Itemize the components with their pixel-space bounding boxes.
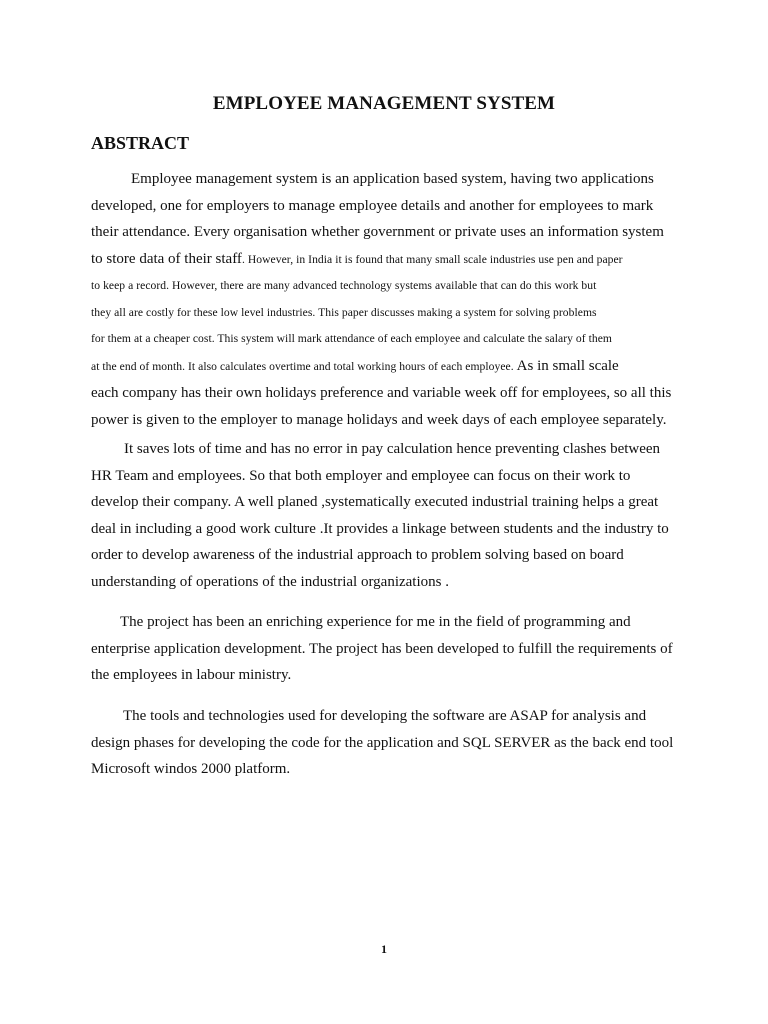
- paragraph-text-segment: As in small scale: [516, 357, 619, 374]
- abstract-paragraph-1: [91, 166, 679, 433]
- paragraph-line: their attendance. Every organisation whether government or private uses an information system: [91, 224, 664, 240]
- abstract-paragraph-2: [91, 436, 679, 595]
- paragraph-line: The project has been an enriching experience for me in the field of programming and: [120, 614, 631, 630]
- page-number: 1: [381, 942, 387, 956]
- paragraph-line: It saves lots of time and has no error in pay calculation hence preventing clashes between: [124, 441, 661, 457]
- abstract-paragraph-4: [91, 703, 679, 783]
- paragraph-line: the employees in labour ministry.: [91, 667, 292, 683]
- paragraph-line-small: they all are costly for these low level industries. This paper discusses making a system for solving problems: [91, 305, 597, 319]
- paragraph-line: The tools and technologies used for developing the software are ASAP for analysis and: [123, 708, 647, 724]
- paragraph-small-text-segment: . However, in India it is found that many small scale industries use pen and paper: [241, 252, 623, 266]
- abstract-paragraph-3: [91, 609, 679, 689]
- paragraph-line-small: to keep a record. However, there are many advanced technology systems available that can do this work but: [91, 279, 597, 292]
- paragraph-line: power is given to the employer to manage holidays and week days of each employee separately.: [91, 411, 667, 428]
- paragraph-line: enterprise application development. The project has been developed to fulfill the requirements of: [91, 640, 673, 657]
- paragraph-text-segment: to store data of their staff: [91, 250, 242, 267]
- paragraph-line: understanding of operations of the industrial organizations .: [91, 573, 449, 590]
- paragraph-line: deal in including a good work culture .It provides a linkage between students and the industry to: [91, 520, 669, 537]
- paragraph-line: design phases for developing the code for the application and SQL SERVER as the back end tool: [91, 734, 674, 751]
- paragraph-line: develop their company. A well planed ,systematically executed industrial training helps a great: [91, 494, 659, 510]
- paragraph-line: developed, one for employers to manage employee details and another for employees to mark: [91, 197, 654, 214]
- paragraph-line: [91, 246, 679, 274]
- paragraph-line: Employee management system is an application based system, having two applications: [131, 171, 654, 187]
- paragraph-line: Microsoft windos 2000 platform.: [91, 761, 291, 777]
- paragraph-line: HR Team and employees. So that both employer and employee can focus on their work to: [91, 467, 631, 484]
- paragraph-line-small: for them at a cheaper cost. This system will mark attendance of each employee and calculate the salary of them: [91, 332, 612, 345]
- paragraph-line: [91, 353, 679, 381]
- paragraph-line: order to develop awareness of the industrial approach to problem solving based on board: [91, 547, 624, 563]
- abstract-heading: ABSTRACT: [91, 133, 190, 153]
- paragraph-small-text-segment: at the end of month. It also calculates overtime and total working hours of each employee.: [91, 359, 514, 373]
- paragraph-line: each company has their own holidays preference and variable week off for employees, so all this: [91, 385, 672, 401]
- document-title: EMPLOYEE MANAGEMENT SYSTEM: [212, 93, 556, 114]
